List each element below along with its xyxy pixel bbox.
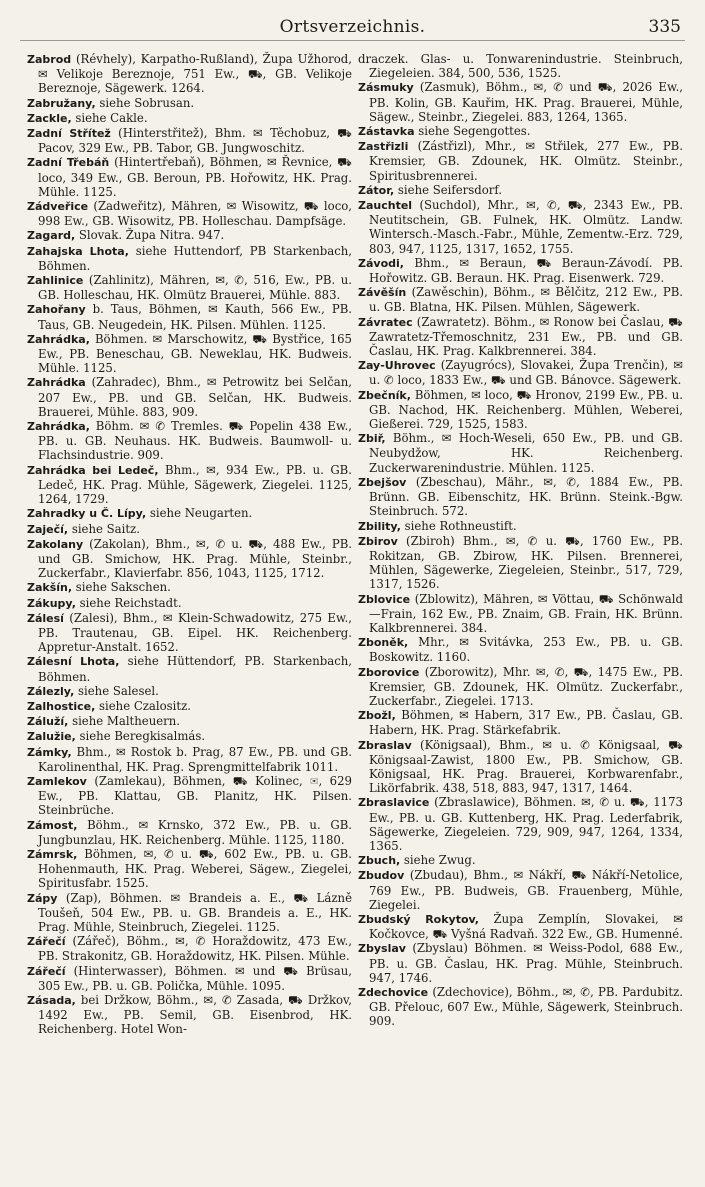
entry-place-name: Zauchtel: [358, 199, 413, 213]
gazetteer-entry: [358, 388, 683, 432]
gazetteer-entry: [358, 519, 683, 534]
entry-place-name: Zahrádka,: [27, 420, 90, 434]
gazetteer-entry: [27, 111, 352, 126]
entry-text: bei Držkow, Böhm., ✉, ✆ Zasada, ⛟ Držkov, 1492 Ew., PB. Semil, GB. Eisenbrod, HK. Reichenberg. Hotel Won-: [38, 993, 352, 1037]
gazetteer-entry: [27, 419, 352, 463]
entry-text: (Zblowitz), Mähren, ✉ Vöttau, ⛟ Schönwald—Frain, 162 Ew., PB. Znaim, GB. Frain, HK. Brünn. Kalkbrennerei. 384.: [369, 591, 683, 635]
entry-place-name: Zastřizli: [358, 140, 409, 154]
entry-text: (Hintertřebaň), Böhmen, ✉ Řevnice, ⛟ loco, 349 Ew., GB. Beroun, PB. Hořowitz, HK. Prag. Mühle. 1125.: [38, 155, 352, 199]
entry-text: (Hinterwasser), Böhmen. ✉ und ⛟ Brüsau, 305 Ew., PB. u. GB. Polička, Mühle. 1095.: [38, 963, 352, 993]
gazetteer-entry: [27, 891, 352, 935]
gazetteer-entry: [27, 745, 352, 774]
entry-place-name: Záluží,: [27, 715, 69, 729]
entry-place-name: Zálesní Lhota,: [27, 655, 120, 669]
gazetteer-entry: [358, 912, 683, 941]
gazetteer-entry: [27, 714, 352, 729]
entry-place-name: Zabrod: [27, 53, 72, 66]
gazetteer-entry: [358, 124, 683, 139]
gazetteer-entry: [27, 96, 352, 111]
entry-text: siehe Sobrusan.: [95, 95, 195, 110]
entry-text: siehe Seifersdorf.: [394, 182, 502, 197]
entry-text: Böhmen, ✉ loco, ⛟ Hronov, 2199 Ew., PB. u. GB. Nachod, HK. Reichenberg. Mühlen, Weberei, Gießerei. 729, 1525, 1583.: [369, 387, 683, 432]
gazetteer-entry: [27, 228, 352, 243]
gazetteer-entry: [358, 592, 683, 636]
entry-text: siehe Czalositz.: [95, 698, 191, 713]
entry-text: siehe Sakschen.: [72, 580, 171, 595]
entry-place-name: Zbraslavice: [358, 796, 430, 810]
gazetteer-entry: [358, 708, 683, 737]
entry-text: siehe Huttendorf, PB Starkenbach, Böhmen.: [38, 243, 353, 273]
entry-text: b. Taus, Böhmen, ✉ Kauth, 566 Ew., PB. Taus, GB. Neugedein, HK. Pilsen. Mühlen. 1125.: [38, 302, 352, 332]
gazetteer-entry: [27, 964, 352, 993]
entry-text: Bhm., ✉ Rostok b. Prag, 87 Ew., PB. und GB. Karolinenthal, HK. Prag. Sprengmittelfabrik 1011.: [38, 744, 352, 774]
entry-text: siehe Hüttendorf, PB. Starkenbach, Böhmen.: [38, 654, 352, 684]
entry-place-name: Zadní Střítež: [27, 127, 111, 141]
gazetteer-entry: [27, 580, 352, 595]
entry-place-name: Zbudov: [358, 869, 405, 883]
gazetteer-entry: [27, 818, 352, 847]
running-header: [20, 14, 685, 41]
gazetteer-entry: [358, 52, 683, 80]
entry-place-name: Zbirov: [358, 534, 398, 548]
gazetteer-entry: [27, 199, 352, 228]
entry-text: (Zayugrócs), Slovakei, Župa Trenčin), ✉ u. ✆ loco, 1833 Ew., ⛟ und GB. Bánovce. Sägewerk.: [369, 358, 683, 388]
entry-place-name: Zaječí,: [27, 522, 69, 536]
entry-text: (Zalesi), Bhm., ✉ Klein-Schwadowitz, 275 Ew., PB. Trautenau, GB. Eipel. HK. Reichenberg. Appretur-Anstalt. 1652.: [38, 610, 352, 655]
gazetteer-entry: [358, 358, 683, 387]
entry-text: Böhm., ✉ Krnsko, 372 Ew., PB. u. GB. Jungbunzlau, HK. Reichenberg. Mühle. 1125, 1180.: [38, 817, 352, 847]
gazetteer-entry: [358, 198, 683, 256]
gazetteer-entry: [358, 985, 683, 1029]
entry-text: (Hinterstřitež), Bhm. ✉ Těchobuz, ⛟ Pacov, 329 Ew., PB. Tabor, GB. Jungwoschitz.: [38, 126, 353, 156]
entry-text: (Zasmuk), Böhm., ✉, ✆ und ⛟, 2026 Ew., PB. Kolin, GB. Kauřim, HK. Prag. Brauerei, Mühle, Sägew., Steinbr., Ziegelei. 883, 1264, 1365.: [369, 80, 683, 124]
entry-text: siehe Segengottes.: [414, 124, 531, 139]
entry-text: siehe Beregkisalmás.: [75, 729, 206, 744]
gazetteer-entry: [27, 155, 352, 199]
gazetteer-entry: [27, 993, 352, 1037]
entry-text: siehe Reichstadt.: [75, 595, 182, 610]
entry-place-name: Zádveřice: [27, 200, 89, 214]
entry-place-name: Zakšín,: [27, 581, 73, 595]
entry-text: (Zahlinitz), Mähren, ✉, ✆, 516, Ew., PB. u. GB. Holleschau, HK. Olmütz Brauerei, Mühle. 883.: [38, 273, 352, 303]
entry-place-name: Zámky,: [27, 745, 72, 759]
gazetteer-entry: [358, 941, 683, 985]
gazetteer-entry: [27, 699, 352, 714]
entry-text: (Zamlekau), Böhmen, ⛟ Kolinec, ✉, 629 Ew., PB. Klattau, GB. Planitz, HK. Pilsen. Steinbrüche.: [38, 773, 352, 818]
entry-place-name: Zackle,: [27, 111, 72, 125]
entry-text: (Zakolan), Bhm., ✉, ✆ u. ⛟, 488 Ew., PB. und GB. Smichow, HK. Prag. Mühle, Steinbr., Zuckerfabr., Klavierfabr. 856, 1043, 1125, 1712.: [38, 536, 352, 581]
entry-text: siehe Saitz.: [68, 521, 140, 536]
gazetteer-entry: [27, 774, 352, 818]
entry-text: siehe Salesel.: [74, 683, 159, 698]
gazetteer-entry: [358, 795, 683, 853]
entry-place-name: Závodi,: [358, 256, 404, 270]
entry-place-name: Zabružany,: [27, 96, 96, 110]
entry-place-name: Zářečí: [27, 935, 66, 949]
entry-place-name: Zadní Třebáň: [27, 156, 110, 170]
entry-place-name: Zahrádka,: [27, 332, 90, 346]
entry-place-name: Zálesí: [27, 611, 64, 625]
entry-place-name: Zásmuky: [358, 81, 414, 95]
entry-place-name: Zahradky u Č. Lípy,: [27, 507, 147, 521]
entry-text: Župa Zemplín, Slovakei, ✉ Kočkovce, ⛟ Vyšná Radvaň. 322 Ew., GB. Humenné.: [369, 911, 683, 942]
gazetteer-entry: [27, 611, 352, 655]
entry-place-name: Zbudský Rokytov,: [358, 912, 479, 926]
entry-text: Böhm., ✉ Hoch-Weseli, 650 Ew., PB. und GB. Neubydžow, HK. Reichenberg. Zuckerwarenindustrie. Mühlen. 1125.: [369, 431, 683, 475]
entry-text: (Zawěschin), Böhm., ✉ Bělčitz, 212 Ew., PB. u. GB. Blatna, HK. Pilsen. Mühlen, Sägewerk.: [369, 285, 683, 315]
entry-place-name: Zahrádka bei Ledeč,: [27, 463, 159, 477]
gazetteer-entry: [27, 684, 352, 699]
entry-place-name: Zdechovice: [358, 986, 429, 999]
entry-text: (Zawratetz). Böhm., ✉ Ronow bei Časlau, ⛟ Zawratetz-Třemoschnitz, 231 Ew., PB. und GB. Časlau, HK. Prag. Kalkbrennerei. 384.: [369, 314, 683, 359]
gazetteer-entry: [27, 522, 352, 537]
entry-place-name: Zátor,: [358, 183, 395, 197]
gazetteer-entry: [27, 126, 352, 155]
entry-text: Böhmen, ✉ Habern, 317 Ew., PB. Časlau, GB. Habern, HK. Prag. Stärkefabrik.: [369, 708, 683, 738]
gazetteer-entry: [27, 934, 352, 963]
gazetteer-entry: [27, 506, 352, 521]
entry-text: siehe Maltheuern.: [68, 714, 180, 729]
gazetteer-entry: [27, 302, 352, 331]
entry-text: (Königsaal), Bhm., ✉ u. ✆ Königsaal, ⛟ Königsaal-Zawist, 1800 Ew., PB. Smichow, GB. Königsaal, HK. Prag. Brauerei, Korbwarenfabr., Likörfabrik. 438, 518, 883, 947, 1317, 1464.: [369, 737, 683, 796]
entry-place-name: Zahořany: [27, 303, 86, 317]
gazetteer-entry: [358, 665, 683, 709]
right-column: [358, 52, 683, 1029]
entry-text: (Zborowitz), Mhr. ✉, ✆, ⛟, 1475 Ew., PB. Kremsier, GB. Zdounek, HK. Olmütz. Zuckerfabr., Zuckerfabr., Ziegelei. 1713.: [369, 664, 683, 708]
entry-text: draczek. Glas- u. Tonwarenindustrie. Steinbruch, Ziegeleien. 384, 500, 536, 1525.: [358, 52, 683, 81]
entry-text: Böhm. ✉ ✆ Tremles. ⛟ Popelin 438 Ew., PB. u. GB. Neuhaus. HK. Budweis. Baumwoll- u. Flachsindustrie. 909.: [38, 419, 352, 463]
gazetteer-entry: [27, 537, 352, 581]
entry-place-name: Zamlekov: [27, 774, 87, 788]
entry-text: (Zdechovice), Böhm., ✉, ✆, PB. Pardubitz. GB. Přelouc, 607 Ew., Mühle, Sägewerk, Steinbruch. 909.: [369, 985, 683, 1029]
entry-text: Mhr., ✉ Svitávka, 253 Ew., PB. u. GB. Boskowitz. 1160.: [369, 635, 683, 665]
entry-place-name: Zblovice: [358, 592, 411, 606]
entry-place-name: Zámost,: [27, 818, 78, 832]
entry-text: (Suchdol), Mhr., ✉, ✆, ⛟, 2343 Ew., PB. Neutitschein, GB. Fulnek, HK. Olmütz. Landw. Wintersch.-Masch.-Fabr., Mühle, Zementw.-Erz. 729, 803, 947, 1125, 1317, 1652, 1755.: [369, 198, 683, 256]
entry-place-name: Zahrádka: [27, 376, 86, 390]
entry-place-name: Zbožl,: [358, 709, 396, 723]
entry-place-name: Zbyslav: [358, 942, 406, 956]
page-number: 335: [648, 17, 681, 37]
gazetteer-entry: [358, 139, 683, 183]
entry-place-name: Závěšín: [358, 286, 407, 300]
entry-place-name: Zbility,: [358, 519, 401, 533]
entry-text: (Zbudau), Bhm., ✉ Nákří, ⛟ Nákří-Netolice, 769 Ew., PB. Budweis, GB. Frauenberg, Mühle, Ziegelei.: [369, 868, 683, 912]
gazetteer-entry: [27, 52, 352, 96]
gazetteer-entry: [358, 256, 683, 285]
entry-place-name: Zbraslav: [358, 738, 412, 752]
entry-place-name: Závratec: [358, 315, 413, 329]
entry-place-name: Zámrsk,: [27, 847, 78, 861]
gazetteer-entry: [27, 654, 352, 683]
entry-text: siehe Zwug.: [400, 853, 476, 868]
entry-text: (Zbraslawice), Böhmen. ✉, ✆ u. ⛟, 1173 Ew., PB. u. GB. Kuttenberg, HK. Prag. Lederfabrik, Sägewerke, Ziegeleien. 729, 909, 947, 1264, 1334, 1365.: [369, 795, 683, 853]
entry-place-name: Zbečník,: [358, 388, 411, 402]
entry-place-name: Zay-Uhrovec: [358, 359, 436, 373]
entry-place-name: Zahajska Lhota,: [27, 244, 129, 258]
entry-text: siehe Cakle.: [71, 110, 148, 125]
entry-text: siehe Rothneustift.: [400, 518, 517, 533]
gazetteer-entry: [27, 273, 352, 302]
gazetteer-entry: [358, 183, 683, 198]
gazetteer-entry: [27, 847, 352, 891]
entry-place-name: Zákupy,: [27, 596, 76, 610]
page-title: Ortsverzeichnis.: [279, 17, 426, 37]
entry-text: siehe Neugarten.: [146, 506, 253, 521]
entry-place-name: Zářečí: [27, 964, 66, 978]
gazetteer-entry: [27, 463, 352, 507]
entry-place-name: Zboněk,: [358, 636, 409, 650]
gazetteer-entry: [358, 868, 683, 912]
entry-place-name: Zásada,: [27, 994, 76, 1007]
entry-text: (Révhely), Karpatho-Rußland), Župa Užhorod, ✉ Velikoje Bereznoje, 751 Ew., ⛟, GB. Velikoje Bereznoje, Sägewerk. 1264.: [38, 52, 352, 96]
gazetteer-entry: [358, 738, 683, 796]
entry-place-name: Zakolany: [27, 537, 84, 551]
gazetteer-entry: [27, 332, 352, 376]
gazetteer-entry: [358, 534, 683, 592]
entry-text: Bhm., ✉, 934 Ew., PB. u. GB. Ledeč, HK. Prag. Mühle, Sägewerk, Ziegelei. 1125, 1264, 1729.: [38, 462, 352, 507]
entry-text: Böhmen, ✉, ✆ u. ⛟, 602 Ew., PB. u. GB. Hohenmauth, HK. Prag. Weberei, Sägew., Ziegelei, Spiritusfabr. 1525.: [38, 846, 352, 891]
entry-text: (Zbeschau), Mähr., ✉, ✆, 1884 Ew., PB. Brünn. GB. Eibenschitz, HK. Brünn. Steink.-Bgw. Steinbruch. 572.: [369, 474, 683, 519]
entry-text: (Zap), Böhmen. ✉ Brandeis a. E., ⛟ Lázně Toušeň, 504 Ew., PB. u. GB. Brandeis a. E., HK. Prag. Mühle, Steinbruch, Ziegelei. 1125.: [38, 890, 352, 934]
gazetteer-entry: [358, 635, 683, 664]
entry-place-name: Zagard,: [27, 229, 76, 243]
left-column: [27, 52, 352, 1037]
entry-text: Böhmen. ✉ Marschowitz, ⛟ Bystřice, 165 Ew., PB. Beneschau, GB. Neweklau, HK. Budweis. Mühle. 1125.: [38, 331, 352, 376]
entry-place-name: Zálezly,: [27, 684, 75, 698]
entry-text: (Zbiroh) Bhm., ✉, ✆ u. ⛟, 1760 Ew., PB. Rokitzan, GB. Zbirow, HK. Pilsen. Brennerei, Mühlen, Sägewerke, Ziegeleien, Steinbr., 517, 729, 1317, 1526.: [369, 533, 683, 592]
entry-text: (Zbyslau) Böhmen. ✉ Weiss-Podol, 688 Ew., PB. u. GB. Časlau, HK. Prag. Mühle, Steinbruch. 947, 1746.: [369, 941, 683, 985]
gazetteer-entry: [358, 475, 683, 519]
entry-text: (Zástřizl), Mhr., ✉ Střilek, 277 Ew., PB. Kremsier, GB. Zdounek, HK. Olmütz. Steinbr., Spiritusbrennerei.: [369, 139, 683, 183]
gazetteer-entry: [358, 80, 683, 124]
entry-place-name: Zalhostice,: [27, 699, 96, 713]
entry-place-name: Zbejšov: [358, 475, 407, 489]
entry-text: Bhm., ✉ Beraun, ⛟ Beraun-Závodí. PB. Hořowitz. GB. Beraun. HK. Prag. Eisenwerk. 729.: [369, 255, 683, 286]
gazetteer-entry: [358, 285, 683, 314]
entry-place-name: Zástavka: [358, 125, 415, 139]
entry-place-name: Zápy: [27, 891, 58, 905]
entry-place-name: Zalužie,: [27, 730, 76, 744]
gazetteer-entry: [358, 431, 683, 475]
gazetteer-entry: [27, 375, 352, 419]
entry-text: (Zadweřitz), Mähren, ✉ Wisowitz, ⛟ loco, 998 Ew., GB. Wisowitz, PB. Holleschau. Dampfsäge.: [38, 199, 352, 229]
entry-place-name: Zbuch,: [358, 854, 401, 868]
entry-text: (Zářeč), Böhm., ✉, ✆ Horaždowitz, 473 Ew., PB. Strakonitz, GB. Horaždowitz, HK. Pilsen. Mühle.: [38, 934, 352, 964]
entry-text: (Zahradec), Bhm., ✉ Petrowitz bei Selčan, 207 Ew., PB. und GB. Selčan, HK. Budweis. Brauerei, Mühle. 883, 909.: [38, 375, 352, 419]
gazetteer-entry: [358, 853, 683, 868]
entry-place-name: Zahlinice: [27, 274, 84, 288]
entry-place-name: Zborovice: [358, 665, 420, 679]
gazetteer-entry: [27, 244, 352, 273]
gazetteer-entry: [27, 596, 352, 611]
gazetteer-entry: [27, 729, 352, 744]
gazetteer-entry: [358, 315, 683, 359]
entry-text: Slovak. Župa Nitra. 947.: [75, 228, 225, 243]
entry-place-name: Zbiř,: [358, 432, 386, 446]
